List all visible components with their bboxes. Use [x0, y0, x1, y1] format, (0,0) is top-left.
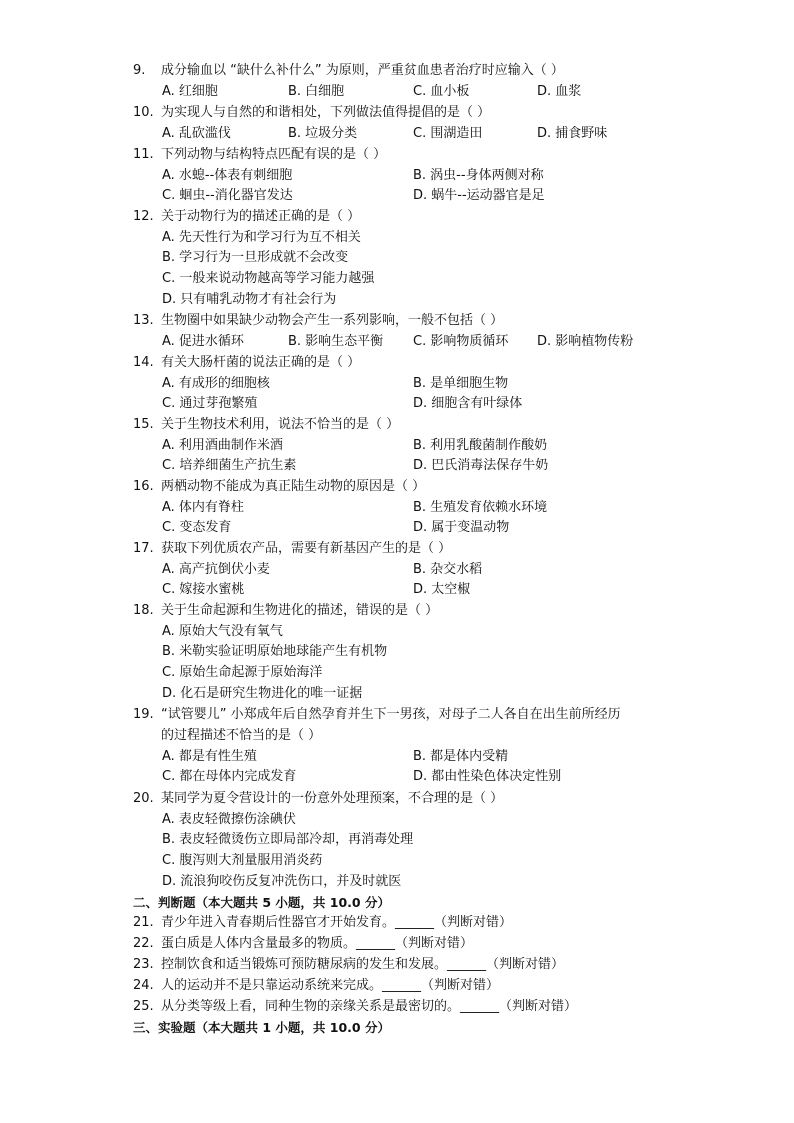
option-a: A. 乱砍滥伐 — [162, 126, 231, 141]
option-d: D. 流浪狗咬伤反复冲洗伤口，并及时就医 — [162, 874, 402, 889]
option-d: D. 影响植物传粉 — [537, 334, 634, 349]
question-number: 13. — [133, 313, 154, 328]
option-c: C. 一般来说动物越高等学习能力越强 — [162, 271, 375, 286]
option-b: B. 表皮轻微烫伤立即局部冷却，再消毒处理 — [162, 832, 414, 847]
question-stem: 下列动物与结构特点匹配有误的是（ ） — [161, 147, 387, 162]
option-c: C. 变态发育 — [162, 520, 232, 535]
question-stem: 成分输血以 “缺什么补什么” 为原则，严重贫血患者治疗时应输入（ ） — [161, 63, 564, 78]
option-c: C. 通过芽孢繁殖 — [162, 396, 258, 411]
question-number: 25. — [133, 999, 154, 1014]
question-number: 24. — [133, 978, 154, 993]
question-number: 15. — [133, 417, 154, 432]
option-c: C. 围湖造田 — [413, 126, 483, 141]
option-b: B. 都是体内受精 — [413, 749, 509, 764]
question-stem: 某同学为夏令营设计的一份意外处理预案，不合理的是（ ） — [161, 791, 504, 806]
question-stem: 关于动物行为的描述正确的是（ ） — [161, 209, 361, 224]
option-c: C. 腹泻则大剂量服用消炎药 — [162, 853, 323, 868]
question-stem: 为实现人与自然的和谐相处，下列做法值得提倡的是（ ） — [161, 105, 491, 120]
option-d: D. 细胞含有叶绿体 — [413, 396, 523, 411]
question-stem: 青少年进入青春期后性器官才开始发育。______（判断对错） — [161, 915, 513, 930]
option-b: B. 影响生态平衡 — [288, 334, 384, 349]
option-b: B. 米勒实验证明原始地球能产生有机物 — [162, 644, 388, 659]
option-d: D. 属于变温动物 — [413, 520, 510, 535]
question-stem: 两栖动物不能成为真正陆生动物的原因是（ ） — [161, 479, 426, 494]
section-heading-experiment: 三、实验题（本大题共 1 小题，共 10.0 分） — [133, 1020, 390, 1035]
question-number: 16. — [133, 479, 154, 494]
question-number: 17. — [133, 541, 154, 556]
option-a: A. 水螅--体表有刺细胞 — [162, 168, 293, 183]
question-stem: 从分类等级上看，同种生物的亲缘关系是最密切的。______（判断对错） — [161, 999, 578, 1014]
question-stem: 控制饮食和适当锻炼可预防糖尿病的发生和发展。______（判断对错） — [161, 957, 565, 972]
question-stem: 生物圈中如果缺少动物会产生一系列影响，一般不包括（ ） — [161, 313, 504, 328]
question-number: 10. — [133, 105, 154, 120]
option-a: A. 表皮轻微擦伤涂碘伏 — [162, 812, 296, 827]
option-c: C. 都在母体内完成发育 — [162, 769, 297, 784]
question-number: 22. — [133, 936, 154, 951]
section-heading-true-false: 二、判断题（本大题共 5 小题，共 10.0 分） — [133, 895, 390, 910]
option-b: B. 白细胞 — [288, 84, 345, 99]
option-a: A. 都是有性生殖 — [162, 749, 257, 764]
question-number: 19. — [133, 707, 154, 722]
question-stem: 获取下列优质农产品，需要有新基因产生的是（ ） — [161, 541, 452, 556]
option-d: D. 太空椒 — [413, 582, 471, 597]
question-number: 18. — [133, 603, 154, 618]
option-d: D. 血浆 — [537, 84, 582, 99]
option-c: C. 影响物质循环 — [413, 334, 509, 349]
question-stem: “试管婴儿” 小郑成年后自然孕育并生下一男孩，对母子二人各自在出生前所经历 — [161, 707, 621, 722]
option-b: B. 利用乳酸菌制作酸奶 — [413, 438, 548, 453]
option-a: A. 有成形的细胞核 — [162, 376, 270, 391]
question-number: 21. — [133, 915, 154, 930]
option-a: A. 红细胞 — [162, 84, 218, 99]
option-c: C. 原始生命起源于原始海洋 — [162, 665, 323, 680]
question-stem: 蛋白质是人体内含量最多的物质。______（判断对错） — [161, 936, 474, 951]
question-stem: 关于生命起源和生物进化的描述，错误的是（ ） — [161, 603, 439, 618]
option-d: D. 巴氏消毒法保存牛奶 — [413, 458, 549, 473]
question-stem: 人的运动并不是只靠运动系统来完成。______（判断对错） — [161, 978, 500, 993]
option-a: A. 原始大气没有氧气 — [162, 624, 283, 639]
option-d: D. 都由性染色体决定性别 — [413, 769, 562, 784]
question-stem: 有关大肠杆菌的说法正确的是（ ） — [161, 355, 361, 370]
option-c: C. 培养细菌生产抗生素 — [162, 458, 297, 473]
question-stem-continued: 的过程描述不恰当的是（ ） — [161, 728, 322, 743]
option-b: B. 垃圾分类 — [288, 126, 358, 141]
option-d: D. 只有哺乳动物才有社会行为 — [162, 292, 337, 307]
option-a: A. 体内有脊柱 — [162, 500, 244, 515]
option-b: B. 学习行为一旦形成就不会改变 — [162, 250, 349, 265]
option-a: A. 高产抗倒伏小麦 — [162, 562, 270, 577]
question-number: 20. — [133, 791, 154, 806]
question-number: 14. — [133, 355, 154, 370]
option-b: B. 是单细胞生物 — [413, 376, 509, 391]
question-number: 11. — [133, 147, 154, 162]
question-number: 12. — [133, 209, 154, 224]
option-d: D. 化石是研究生物进化的唯一证据 — [162, 686, 363, 701]
option-c: C. 蛔虫--消化器官发达 — [162, 188, 293, 203]
option-b: B. 涡虫--身体两侧对称 — [413, 168, 544, 183]
option-d: D. 捕食野味 — [537, 126, 608, 141]
option-c: C. 血小板 — [413, 84, 470, 99]
question-stem: 关于生物技术利用，说法不恰当的是（ ） — [161, 417, 400, 432]
option-c: C. 嫁接水蜜桃 — [162, 582, 245, 597]
question-number: 23. — [133, 957, 154, 972]
option-d: D. 蜗牛--运动器官是足 — [413, 188, 545, 203]
option-a: A. 利用酒曲制作米酒 — [162, 438, 283, 453]
option-a: A. 促进水循环 — [162, 334, 244, 349]
option-b: B. 生殖发育依赖水环境 — [413, 500, 548, 515]
option-b: B. 杂交水稻 — [413, 562, 483, 577]
option-a: A. 先天性行为和学习行为互不相关 — [162, 230, 361, 245]
question-number: 9. — [133, 63, 146, 78]
